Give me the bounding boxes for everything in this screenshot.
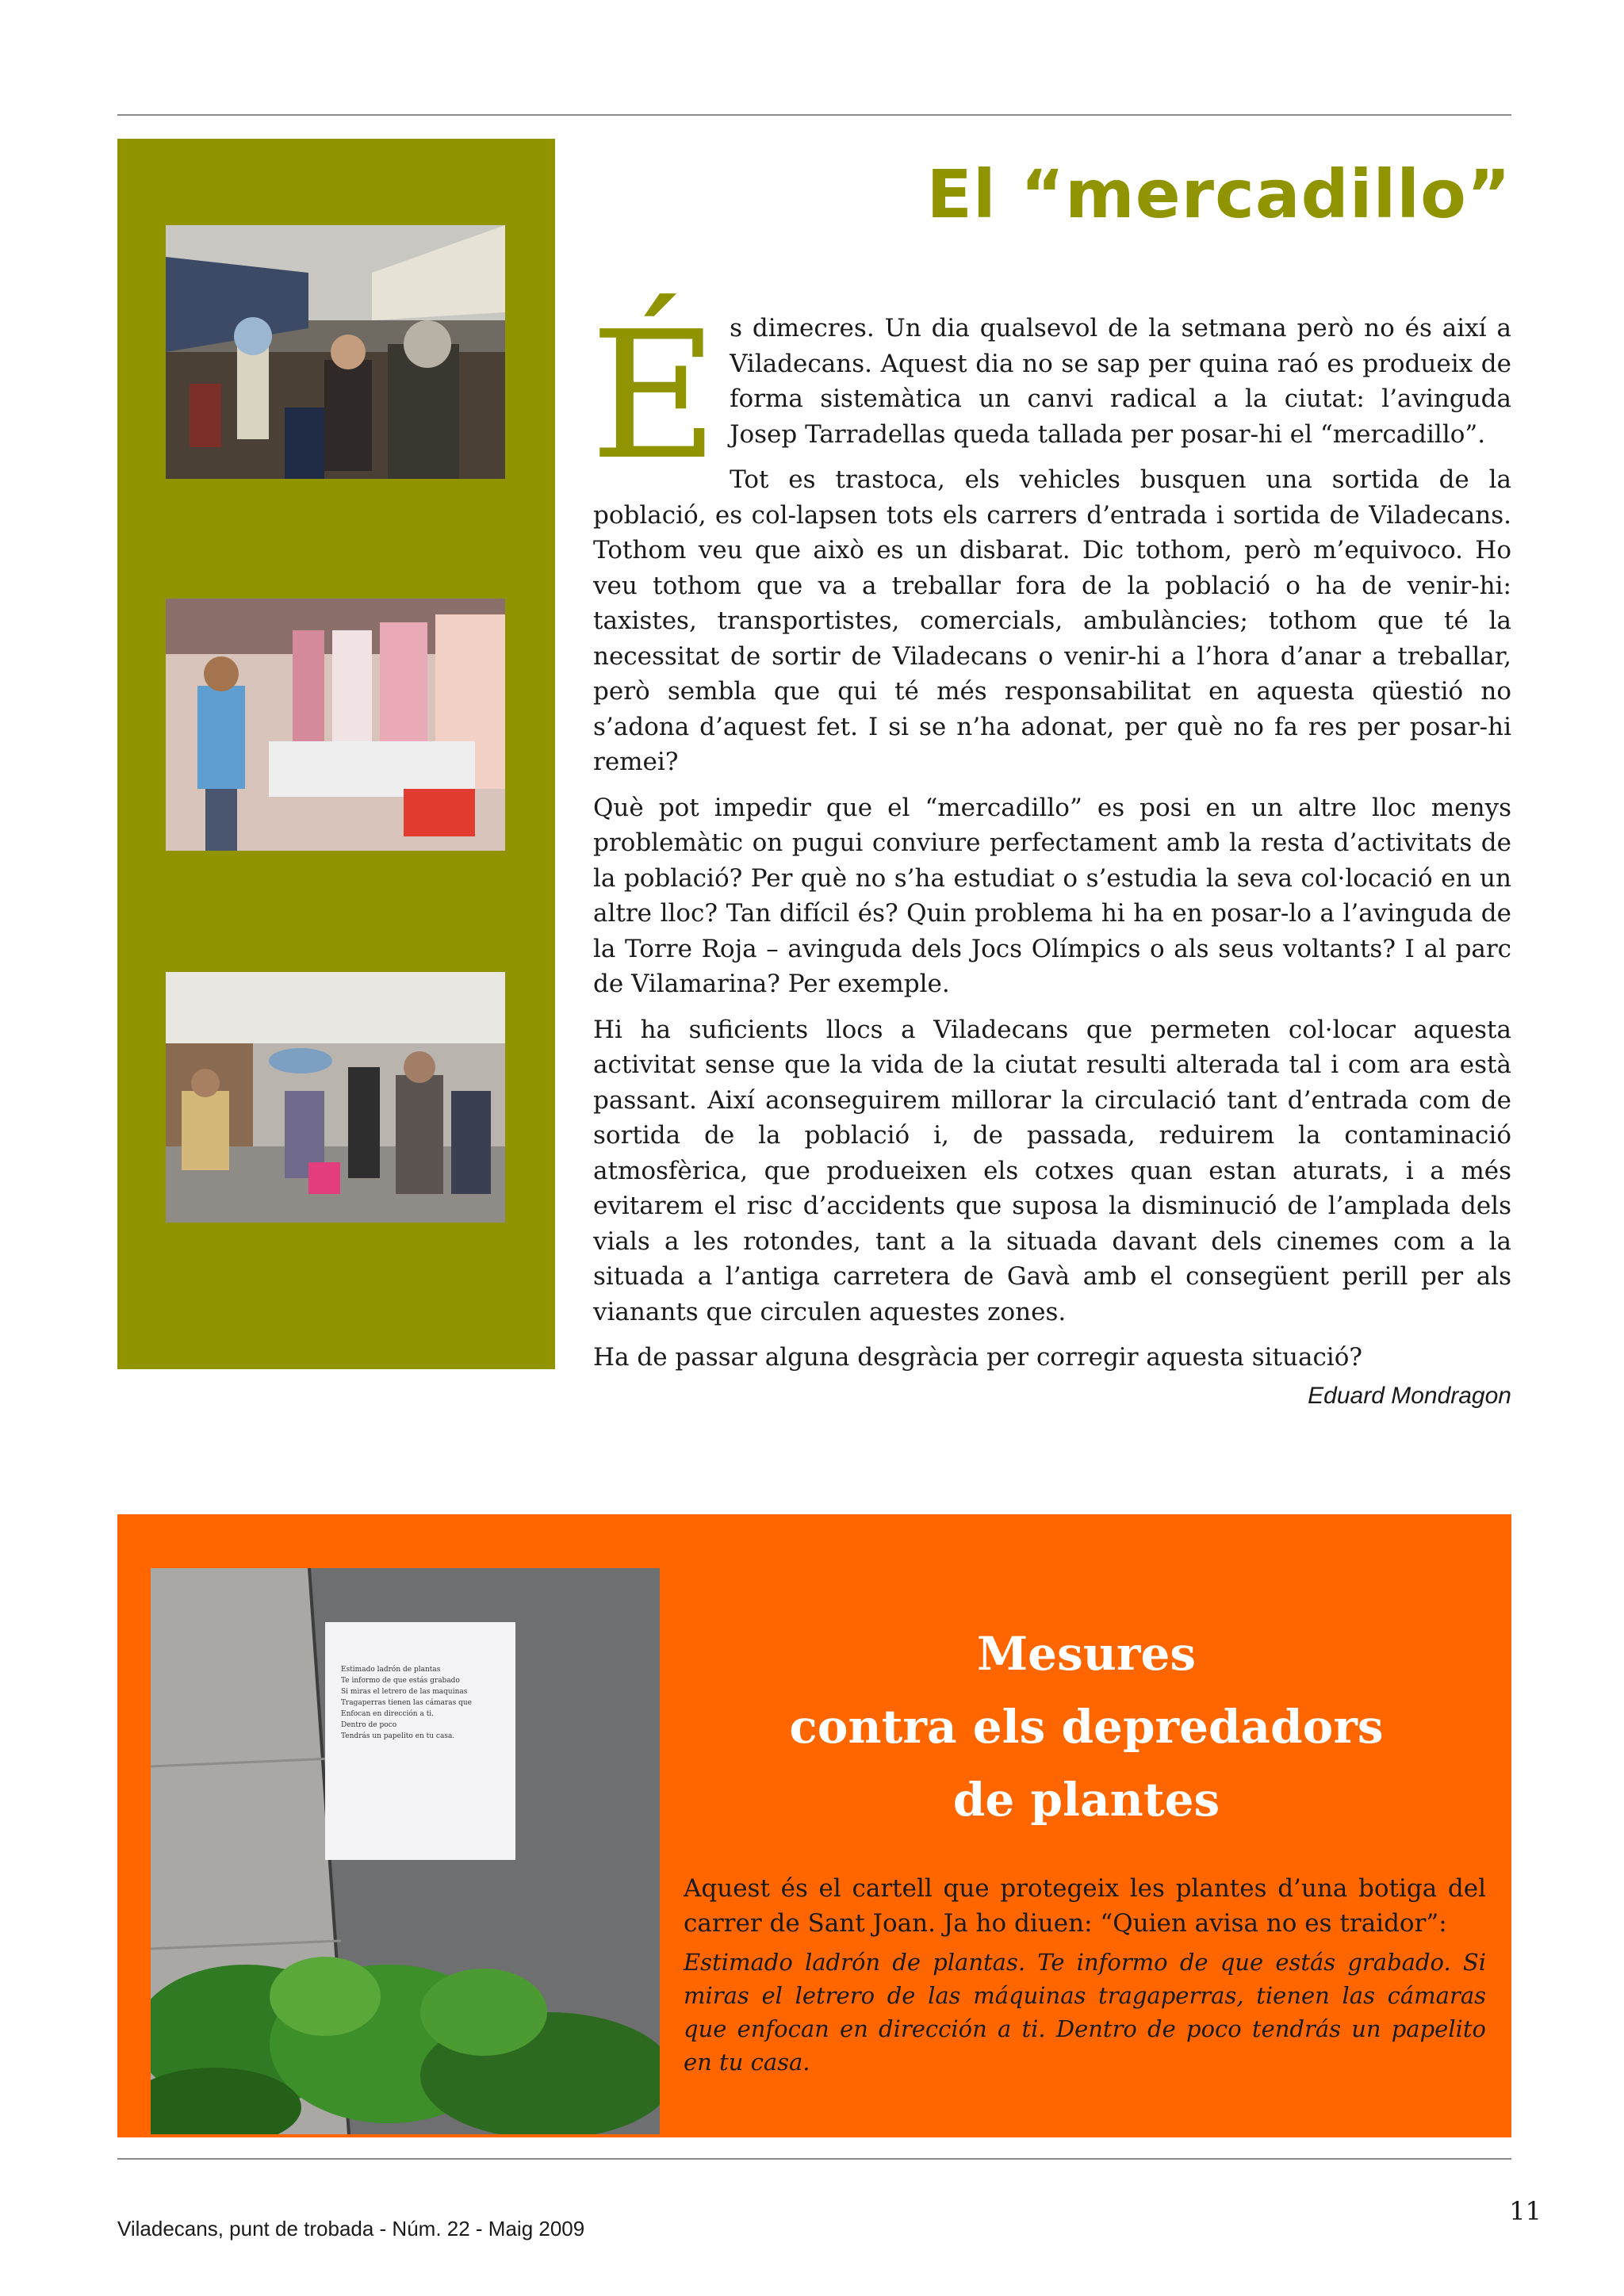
box-title-line: contra els depredadors <box>789 1700 1384 1754</box>
box-title-line: Mesures <box>976 1627 1197 1681</box>
sign-text-line: Tragaperras tienen las cámaras que <box>341 1699 472 1707</box>
sign-text-line: Enfocan en dirección a ti. <box>341 1710 435 1718</box>
sign-text-line: Estimado ladrón de plantas <box>341 1666 441 1674</box>
article-paragraph: Hi ha suficients llocs a Viladecans que permeten col·locar aquesta activitat sense que la vida de la ciutat resulti alterada tal i com ara està passant. Així aconseguirem millorar la circulació tant d’entrada com de sortida de la població i, de passada, reduirem la contaminació atmosfèrica, que produeixen els cotxes quan estan aturats, i a més evitarem el risc d’accidents que suposa la disminució de l’amplada dels vials a les rotondes, tant a la situada davant dels cinemes com a la situada a l’antiga carretera de Gavà amb el consegüent perill per als vianants que circulen aquestes zones. <box>593 1015 1511 1326</box>
article-paragraph: Tot es trastoca, els vehicles busquen una sortida de la població, es col-lapsen tots els carrers d’entrada i sortida de Viladecans. Tothom veu que això es un disbarat. Dic tothom, però m’equivoco. Ho veu tothom que va a treballar fora de la població o ha de venir-hi: taxistes, transportistes, comercials, ambulàncies; tothom que té la necessitat de sortir de Viladecans o venir-hi a l’hora d’anar a treballar, però sembla que qui té més responsabilitat en aquesta qüestió no s’adona d’aquest fet. I si se n’ha adonat, per què no fa res per posar-hi remei? <box>593 465 1511 776</box>
publication-footer: Viladecans, punt de trobada - Núm. 22 - Maig 2009 <box>117 2217 585 2241</box>
market-photo-2 <box>166 599 505 851</box>
article-paragraph: Ha de passar alguna desgràcia per corregir aquesta situació? <box>593 1343 1363 1372</box>
page-number: 11 <box>1509 2196 1542 2226</box>
sign-text-line: Te informo de que estás grabado <box>341 1677 460 1685</box>
article-title: El “mercadillo” <box>926 155 1511 233</box>
article-paragraph-text: s dimecres. Un dia qualsevol de la setmana però no és així a Viladecans. Aquest dia no se sap per quina raó es produeix de forma sistemàtica un canvi radical a la ciutat: l’avinguda Josep Tarradellas queda tallada per posar-hi el “mercadillo”. <box>730 314 1511 449</box>
author-signature: Eduard Mondragon <box>1308 1383 1511 1409</box>
box-quote: Estimado ladrón de plantas. Te informo de que estás grabado. Si miras el letrero de las máquinas tragaperras, tienen las cámaras que enfocan en dirección a ti. Dentro de poco tendrás un papelito en tu casa. <box>684 1949 1486 2076</box>
market-photo-3 <box>166 972 505 1223</box>
box-title-line: de plantes <box>952 1773 1220 1827</box>
drop-cap: É <box>590 294 719 499</box>
box-title <box>777 1617 1396 1836</box>
plant-sign-photo <box>151 1568 660 2134</box>
box-intro: Aquest és el cartell que protegeix les plantes d’una botiga del carrer de Sant Joan. Ja ho diuen: “Quien avisa no es traidor”: <box>684 1874 1486 1938</box>
sign-text-line: Dentro de poco <box>341 1721 397 1729</box>
sign-text-line: Tendrás un papelito en tu casa. <box>341 1732 455 1740</box>
article-body <box>590 294 1511 1386</box>
box-body <box>684 1871 1486 2079</box>
market-photo-1 <box>166 225 505 479</box>
bottom-rule <box>117 2158 1511 2160</box>
article-paragraph: Què pot impedir que el “mercadillo” es posi en un altre lloc menys problemàtic on pugui conviure perfectament amb la resta d’activitats de la població? Per què no s’ha estudiat o s’estudia la seva col·locació en un altre lloc? Tan difícil és? Quin problema hi ha en posar-lo a l’avinguda de la Torre Roja – avinguda dels Jocs Olímpics o als seus voltants? I al parc de Vilamarina? Per exemple. <box>593 793 1511 998</box>
article-paragraph <box>590 294 1511 499</box>
top-rule <box>117 114 1511 116</box>
sign-text-line: Si miras el letrero de las maquinas <box>341 1688 468 1696</box>
